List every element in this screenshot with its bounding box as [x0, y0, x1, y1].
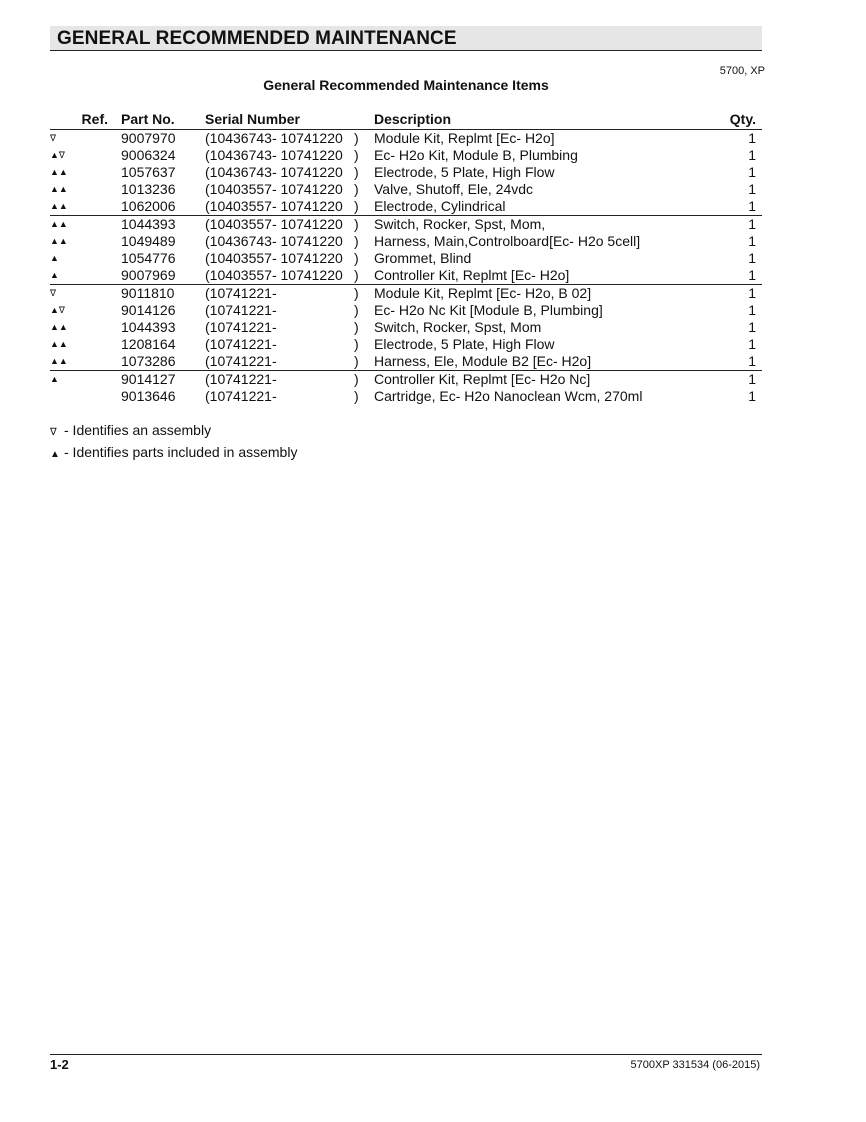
ref-symbol-icon: ▲▲ — [50, 219, 68, 229]
serial-close: ) — [354, 147, 359, 163]
serial-number: (10403557- 10741220 — [205, 216, 343, 232]
description: Electrode, 5 Plate, High Flow — [374, 336, 555, 352]
section-header — [50, 26, 762, 51]
col-header-description: Description — [374, 111, 452, 127]
table-row — [50, 371, 762, 388]
table-row — [50, 250, 762, 267]
table-row — [50, 198, 762, 216]
part-number: 1044393 — [121, 216, 176, 232]
document-reference: 5700XP 331534 (06-2015) — [630, 1059, 760, 1071]
ref-symbol-icon: ▲▲ — [50, 339, 68, 349]
quantity: 1 — [748, 319, 756, 335]
footer-divider — [50, 1054, 762, 1055]
description: Controller Kit, Replmt [Ec- H2o] — [374, 267, 570, 283]
table-row — [50, 164, 762, 181]
serial-number: (10436743- 10741220 — [205, 147, 343, 163]
serial-close: ) — [354, 319, 359, 335]
description: Ec- H2o Nc Kit [Module B, Plumbing] — [374, 302, 603, 318]
legend-assembly — [50, 422, 211, 438]
description: Electrode, 5 Plate, High Flow — [374, 164, 555, 180]
serial-close: ) — [354, 371, 359, 387]
serial-close: ) — [354, 164, 359, 180]
table-row — [50, 388, 762, 405]
part-number: 1208164 — [121, 336, 176, 352]
serial-number: (10403557- 10741220 — [205, 267, 343, 283]
description: Switch, Rocker, Spst, Mom — [374, 319, 542, 335]
serial-close: ) — [354, 216, 359, 232]
part-number: 9014126 — [121, 302, 176, 318]
ref-symbol-icon: ▲ — [50, 270, 59, 280]
quantity: 1 — [748, 216, 756, 232]
part-number: 9013646 — [121, 388, 176, 404]
col-header-ref: Ref. — [81, 111, 108, 127]
description: Module Kit, Replmt [Ec- H2o] — [374, 130, 555, 146]
part-number: 9007969 — [121, 267, 176, 283]
part-number: 9006324 — [121, 147, 176, 163]
ref-symbol-icon: ▲▲ — [50, 356, 68, 366]
ref-symbol-icon: ∇ — [50, 288, 57, 298]
part-number: 1049489 — [121, 233, 176, 249]
serial-number: (10741221- — [205, 388, 277, 404]
part-symbol-icon: ▲ — [50, 449, 60, 460]
table-row — [50, 233, 762, 250]
description: Harness, Main,Controlboard[Ec- H2o 5cell] — [374, 233, 641, 249]
description: Module Kit, Replmt [Ec- H2o, B 02] — [374, 285, 592, 301]
quantity: 1 — [748, 233, 756, 249]
quantity: 1 — [748, 371, 756, 387]
serial-number: (10741221- — [205, 319, 277, 335]
quantity: 1 — [748, 164, 756, 180]
assembly-symbol-icon: ∇ — [50, 427, 57, 438]
description: Electrode, Cylindrical — [374, 198, 506, 214]
col-header-part: Part No. — [121, 111, 175, 127]
serial-number: (10436743- 10741220 — [205, 233, 343, 249]
parts-table — [50, 111, 762, 405]
serial-close: ) — [354, 250, 359, 266]
page-number: 1-2 — [50, 1057, 69, 1072]
ref-symbol-icon: ▲∇ — [50, 150, 65, 160]
description: Grommet, Blind — [374, 250, 472, 266]
description: Valve, Shutoff, Ele, 24vdc — [374, 181, 534, 197]
ref-symbol-icon: ▲ — [50, 253, 59, 263]
ref-symbol-icon: ▲▲ — [50, 167, 68, 177]
part-number: 1073286 — [121, 353, 176, 369]
table-row — [50, 353, 762, 371]
serial-close: ) — [354, 181, 359, 197]
legend-text: - Identifies parts included in assembly — [64, 444, 298, 460]
serial-number: (10741221- — [205, 353, 277, 369]
legend-text: - Identifies an assembly — [64, 422, 212, 438]
quantity: 1 — [748, 198, 756, 214]
description: Controller Kit, Replmt [Ec- H2o Nc] — [374, 371, 591, 387]
part-number: 9007970 — [121, 130, 176, 146]
quantity: 1 — [748, 388, 756, 404]
serial-number: (10403557- 10741220 — [205, 198, 343, 214]
serial-close: ) — [354, 388, 359, 404]
serial-number: (10741221- — [205, 371, 277, 387]
serial-number: (10436743- 10741220 — [205, 164, 343, 180]
serial-close: ) — [354, 267, 359, 283]
ref-symbol-icon: ▲▲ — [50, 201, 68, 211]
serial-close: ) — [354, 233, 359, 249]
ref-symbol-icon: ▲▲ — [50, 184, 68, 194]
model-label: 5700, XP — [719, 65, 765, 77]
col-header-serial: Serial Number — [205, 111, 300, 127]
col-header-qty: Qty. — [729, 111, 756, 127]
table-row — [50, 267, 762, 285]
quantity: 1 — [748, 130, 756, 146]
serial-close: ) — [354, 285, 359, 301]
part-number: 9014127 — [121, 371, 176, 387]
part-number: 1044393 — [121, 319, 176, 335]
table-row — [50, 285, 762, 302]
serial-number: (10436743- 10741220 — [205, 130, 343, 146]
part-number: 1054776 — [121, 250, 176, 266]
quantity: 1 — [748, 285, 756, 301]
table-row — [50, 336, 762, 353]
description: Cartridge, Ec- H2o Nanoclean Wcm, 270ml — [374, 388, 643, 404]
serial-number: (10741221- — [205, 302, 277, 318]
table-row — [50, 302, 762, 319]
section-title: GENERAL RECOMMENDED MAINTENANCE — [57, 28, 457, 49]
legend-parts — [50, 444, 297, 460]
description: Switch, Rocker, Spst, Mom, — [374, 216, 546, 232]
part-number: 1013236 — [121, 181, 176, 197]
quantity: 1 — [748, 181, 756, 197]
table-header-row — [50, 111, 762, 130]
ref-symbol-icon: ▲∇ — [50, 305, 65, 315]
description: Ec- H2o Kit, Module B, Plumbing — [374, 147, 578, 163]
part-number: 9011810 — [121, 285, 175, 301]
quantity: 1 — [748, 302, 756, 318]
serial-close: ) — [354, 302, 359, 318]
quantity: 1 — [748, 267, 756, 283]
ref-symbol-icon: ▲▲ — [50, 236, 68, 246]
table-row — [50, 319, 762, 336]
description: Harness, Ele, Module B2 [Ec- H2o] — [374, 353, 592, 369]
ref-symbol-icon: ▲ — [50, 374, 59, 384]
quantity: 1 — [748, 353, 756, 369]
table-title: General Recommended Maintenance Items — [263, 77, 549, 93]
quantity: 1 — [748, 147, 756, 163]
serial-number: (10403557- 10741220 — [205, 250, 343, 266]
serial-number: (10741221- — [205, 336, 277, 352]
table-row — [50, 181, 762, 198]
quantity: 1 — [748, 250, 756, 266]
part-number: 1062006 — [121, 198, 176, 214]
serial-close: ) — [354, 198, 359, 214]
ref-symbol-icon: ∇ — [50, 133, 57, 143]
part-number: 1057637 — [121, 164, 176, 180]
ref-symbol-icon: ▲▲ — [50, 322, 68, 332]
serial-number: (10403557- 10741220 — [205, 181, 343, 197]
table-row — [50, 147, 762, 164]
table-row — [50, 130, 762, 147]
serial-close: ) — [354, 353, 359, 369]
table-row — [50, 216, 762, 233]
quantity: 1 — [748, 336, 756, 352]
serial-number: (10741221- — [205, 285, 277, 301]
serial-close: ) — [354, 130, 359, 146]
serial-close: ) — [354, 336, 359, 352]
